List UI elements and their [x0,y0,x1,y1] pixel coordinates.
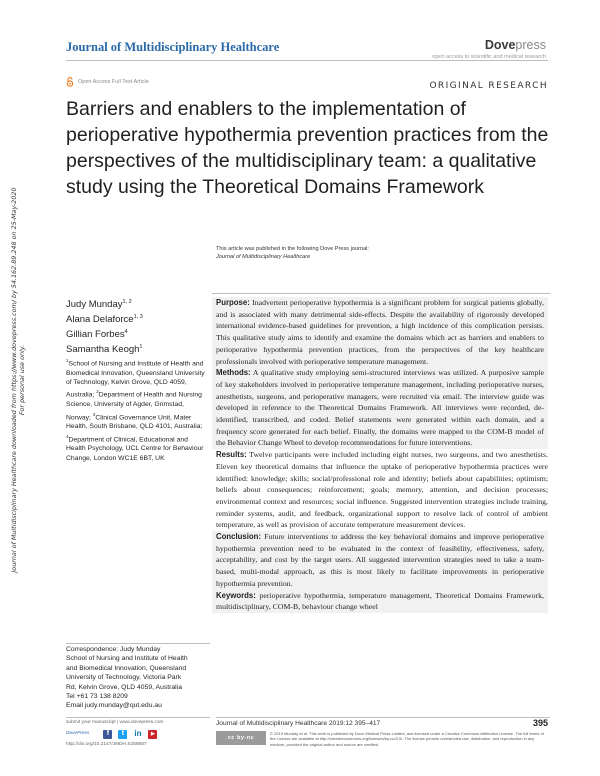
license-block [216,731,550,747]
facebook-icon[interactable]: f [103,730,112,739]
abstract-keywords: Keywords: perioperative hypothermia, temperature management, Theoretical Domains Framework, multidisciplinary, COM-B, behaviour change wheel [212,590,548,613]
footer-citation: Journal of Multidisciplinary Healthcare 2019:12 395–417 [216,720,381,727]
submit-link[interactable]: submit your manuscript | www.dovepress.com [66,720,164,725]
abstract-results: Results: Twelve participants were included including eight nurses, two surgeons, and two anesthetists. Eleven key theoretical domains that influence the uptake of perioperative hypothermia practices were identified: knowledge; skills; social/professional role and identity; beliefs about capabilities; optimism; beliefs about consequences; reinforcement; goals; memory, attention, and decision processes; environmental context and resources; social influence. Suggested intervention strategies include training, reminder systems, audit, and feedback, organizational support to resolve lack of control of ambient temperature, as well as provision of accurate temperature measurement devices. [216,450,548,530]
social-links [103,730,157,739]
publication-note-line: This article was published in the following Dove Press journal: [216,246,369,252]
open-access-label [66,77,149,87]
dovepress-label[interactable]: DovePress [66,730,90,736]
footer-right-divider [216,717,550,718]
brand-bold: Dove [484,38,516,52]
author-1[interactable]: Judy Munday$^{1, 2}$ [66,299,132,311]
footer-left-divider [66,717,210,718]
abstract-purpose: Purpose: Inadvertent perioperative hypothermia is a significant problem for surgical patients globally, and is associated with many detrimental side-effects. Despite the availability of rigorously developed international evidence-based guidelines for prevention, a high incidence of this complication persists. This qualitative study aims to identify and examine the domains which act as barriers and enablers to perioperative hypothermia prevention practices, from the perspectives of the key healthcare professionals involved with perioperative temperature management. [212,297,548,367]
correspondence: Correspondence: Judy Munday School of Nursing and Institute of Health and Biomedical Innovation, Queensland University of Technology, Victoria Park Rd, Kelvin Grove, QLD 4059, Australia Tel +61 73 138 8209 Email judy.munday@qut.edu.au [66,645,216,711]
open-access-lock-icon [66,77,74,87]
affiliations: $^1$School of Nursing and Institute of Health and Biomedical Innovation, Queensland University of Technology, Kelvin Grove, QLD 4059, Australia; $^2$Department of Health and Nursing Science, University of Agder, Grimstad, Norway; $^3$Clinical Governance Unit, Mater Health, South Brisbane, QLD 4101, Australia; $^4$Department of Clinical, Educational and Health Psychology, UCL Centre for Behaviour Change, London WC1E 6BT, UK [66,358,205,462]
author-list [66,296,143,357]
abstract-methods: Methods: A qualitative study employing semi-structured interviews was utilized. A purposive sample of key stakeholders involved in perioperative temperature management, including perioperative nurses, anesthetists, surgeons, and perioperative managers, were recruited via email. The interview guide was developed in reference to the Theoretical Domains Framework. All interviews were recorded, de-identified, transcribed, and coded. Belief statements were generated within each domain, and a frequency score generated for each belief. Finally, the domains were mapped to the COM-B model of the Behavior Change Wheel to develop recommendations for future interventions. [212,367,548,449]
correspondence-email[interactable]: Email judy.munday@qut.edu.au [66,702,162,710]
journal-title[interactable]: Journal of Multidisciplinary Healthcare [66,40,280,54]
open-access-text: Open Access Full Text Article [78,79,149,85]
affiliation-4: Department of Clinical, Educational and Health Psychology, UCL Centre for Behaviour Change, London WC1E 6BT, UK [66,435,204,462]
brand-tagline: open access to scientific and medical research [432,54,546,60]
doi-link[interactable]: http://doi.org/10.2147/JMDH.S258887 [66,741,147,747]
footer-left [66,720,163,748]
article-title: Barriers and enablers to the implementation of perioperative hypothermia prevention practices from the perspectives of the multidisciplinary team: a qualitative study using the Theoretical Domains Framework [66,98,549,198]
abstract-divider [212,293,550,294]
article-type: ORIGINAL RESEARCH [429,81,548,91]
linkedin-icon[interactable]: in [134,728,142,738]
affiliation-2: Department of Health and Nursing Science, University of Agder, Grimstad, Norway; [66,391,202,421]
side-note-line2: For personal use only. [18,344,26,416]
twitter-icon[interactable]: t [118,730,127,739]
cc-license-badge[interactable]: cc by-nc [216,731,266,745]
page-number: 395 [532,718,548,728]
header-divider [66,60,548,61]
side-download-note [8,130,32,630]
brand-light: press [515,38,546,52]
publication-note [216,245,369,261]
license-text: © 2019 Munday et al. This work is published by Dove Medical Press Limited, and licensed under a Creative Commons Attribution License. The full terms of the License are available at http://creativecommons.org/licenses/by-nc/3.0/. The license permits unrestricted use, distribution, and reproduction in any medium, provided the original author and source are credited. [270,731,544,747]
brand-logo [432,38,546,52]
youtube-icon[interactable]: ▶ [148,730,157,739]
correspondence-divider [66,643,210,644]
abstract-conclusion: Conclusion: Future interventions to address the key behavioral domains and improve perioperative hypothermia prevention need to be evaluated in the context of feasibility, effectiveness, safety, acceptability, and cost by the target users. All suggested intervention strategies need to take a team-based, multi-modal approach, as this is most likely to facilitate improvements in perioperative hypothermia prevention. [212,531,548,590]
publication-note-journal[interactable]: Journal of Multidisciplinary Healthcare [216,254,311,260]
abstract [216,297,548,613]
author-3[interactable]: Gillian Forbes$^4$ [66,329,128,341]
author-2[interactable]: Alana Delaforce$^{1, 3}$ [66,314,143,326]
author-4[interactable]: Samantha Keogh$^1$ [66,344,143,356]
side-note-line1: Journal of Multidisciplinary Healthcare downloaded from https://www.dovepress.com/ by 54.162.89.248 on 25-May-2020 [10,187,18,573]
affiliation-1: School of Nursing and Institute of Health and Biomedical Innovation, Queensland University of Technology, Kelvin Grove, QLD 4059, Australia; [66,360,205,399]
publisher-brand[interactable] [432,38,546,60]
affiliation-3: Clinical Governance Unit, Mater Health, South Brisbane, QLD 4101, Australia; [66,413,203,431]
